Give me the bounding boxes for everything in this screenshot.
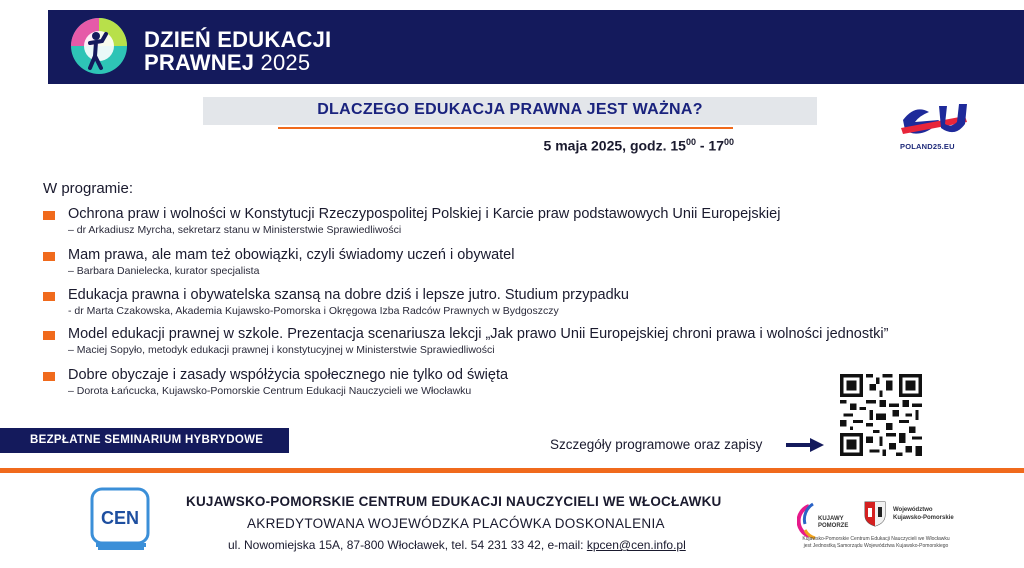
kujawy-pomorze-label [818,516,848,530]
programme-item-title: Edukacja prawna i obywatelska szansą na dobre dziś i lepsze jutro. Studium przypadku [68,287,629,303]
programme-item-title: Mam prawa, ale mam też obowiązki, czyli świadomy uczeń i obywatel [68,247,515,263]
bullet-icon [43,372,55,381]
seminar-badge-label: BEZPŁATNE SEMINARIUM HYBRYDOWE [30,434,264,446]
voivodeship-crest-icon [864,501,886,527]
kp-label-line2: POMORZE [818,523,849,529]
programme-item-speaker: – dr Arkadiusz Myrcha, sekretarz stanu w Ministerstwie Sprawiedliwości [68,224,402,236]
programme-item-speaker: – Barbara Danielecka, kurator specjalista [68,265,260,277]
qr-code-icon[interactable] [840,374,922,456]
event-title-line1: DZIEŃ EDUKACJI [144,27,332,52]
woj-label-line1: Województwo [893,507,933,513]
event-year: 2025 [260,50,311,75]
voivodeship-label [893,506,954,522]
email-link[interactable]: kpcen@cen.info.pl [586,538,686,552]
woj-label-line2: Kujawsko-Pomorskie [893,515,954,521]
question-box [203,97,817,125]
seminar-badge [0,428,289,453]
date-start-minutes: 00 [685,137,696,147]
details-link[interactable]: Szczegóły programowe oraz zapisy [550,437,763,452]
institution-name: KUJAWSKO-POMORSKIE CENTRUM EDUKACJI NAUCZYCIELI WE WŁOCŁAWKU [186,494,722,509]
date-end-minutes: 00 [723,137,734,147]
programme-heading: W programie: [43,180,134,197]
programme-item-title: Ochrona praw i wolności w Konstytucji Rzeczypospolitej Polskiej i Karcie praw podstawowych Unii Europejskiej [68,206,781,222]
address-text: ul. Nowomiejska 15A, 87-800 Włocławek, tel. 54 231 33 42, e-mail: [228,538,587,552]
kp-label-line1: KUJAWY [818,516,844,522]
footnote-line1: Kujawsko-Pomorskie Centrum Edukacji Nauczycieli we Włocławku [802,536,950,542]
arrow-right-icon [786,438,824,452]
programme-item-speaker: – Maciej Sopyło, metodyk edukacji prawnej i konstytucyjnej w Ministerstwie Sprawiedliwości [68,344,495,356]
institution-address [228,538,686,552]
event-title [144,28,331,74]
footnote-line2: jest Jednostką Samorządu Województwa Kujawsko-Pomorskiego [803,542,949,549]
cen-logo-icon [90,487,150,553]
event-date [544,137,734,154]
question-underline [278,127,733,129]
programme-item-speaker: - dr Marta Czakowska, Akademia Kujawsko-Pomorska i Okręgowa Izba Radców Prawnych w Bydgoszczy [68,305,559,317]
institution-accreditation: AKREDYTOWANA WOJEWÓDZKA PLACÓWKA DOSKONALENIA [247,516,665,531]
event-title-line2: PRAWNEJ [144,50,255,75]
bullet-icon [43,331,55,340]
programme-item-title: Dobre obyczaje i zasady współżycia społecznego nie tylko od święta [68,367,509,383]
poland-eu-label: POLAND25.EU [900,142,955,151]
divider-line [0,468,1024,473]
programme-item-speaker: – Dorota Łańcucka, Kujawsko-Pomorskie Centrum Edukacji Nauczycieli we Włocławku [68,385,472,397]
bullet-icon [43,252,55,261]
legal-education-day-logo-icon [62,14,136,78]
question-heading: DLACZEGO EDUKACJA PRAWNA JEST WAŻNA? [317,101,703,118]
voivodeship-footnote [797,536,955,549]
cen-logo-text: CEN [100,508,140,528]
date-separator: - 17 [695,137,724,154]
date-text: 5 maja 2025, godz. 15 [543,137,686,154]
programme-item-title: Model edukacji prawnej w szkole. Prezentacja scenariusza lekcji „Jak prawo Unii Europejskiej chroni prawa i wolności jednostki” [68,326,889,342]
bullet-icon [43,292,55,301]
bullet-icon [43,211,55,220]
